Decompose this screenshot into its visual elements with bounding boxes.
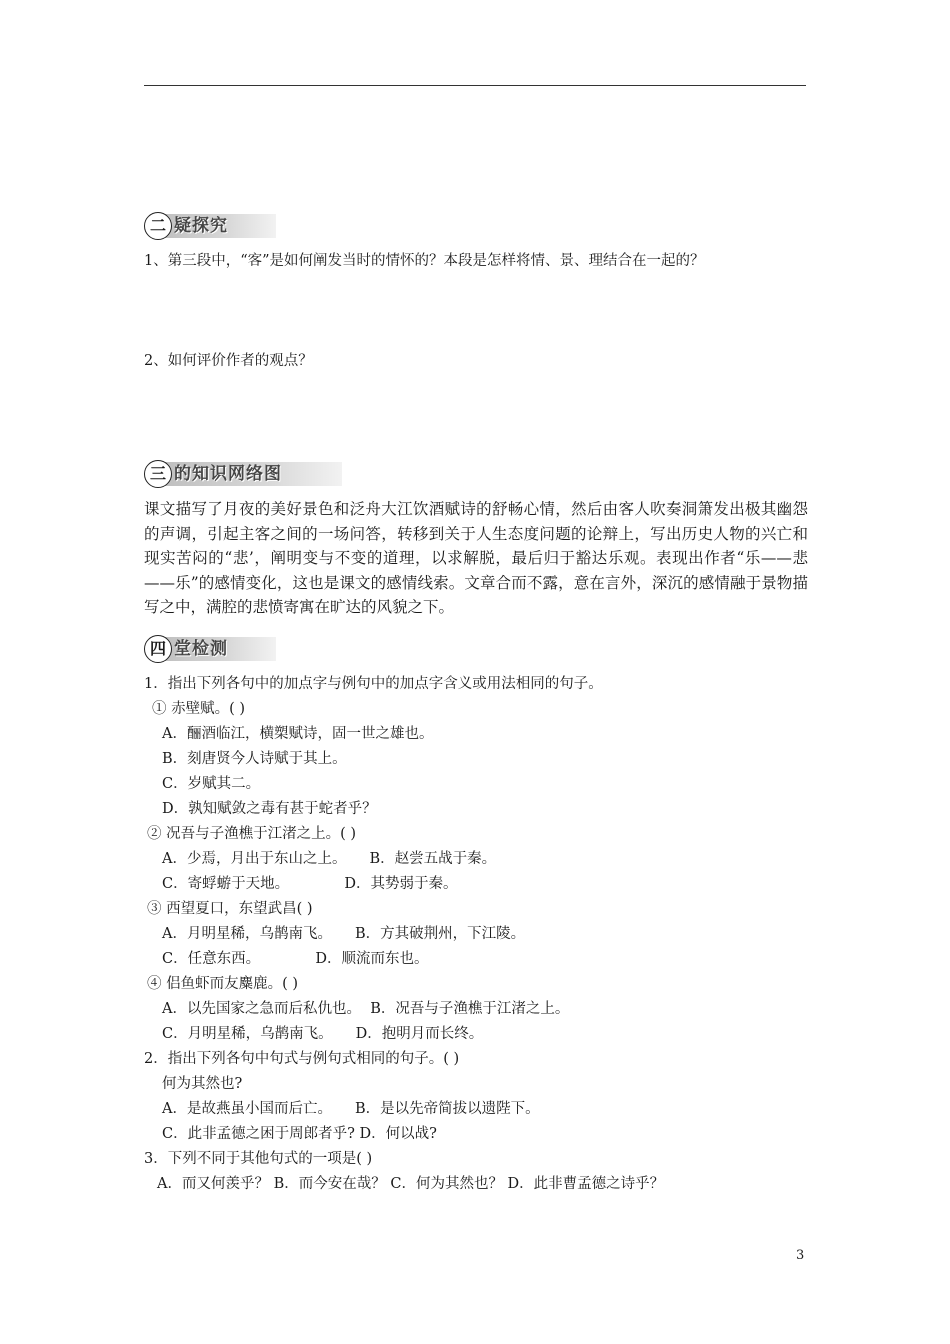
question-2: 2、如何评价作者的观点？: [144, 353, 313, 369]
exercise-line: ① 赤壁赋。( ): [152, 701, 246, 717]
exercise-line: C．此非孟德之困于周郎者乎? D．何以战?: [162, 1126, 437, 1142]
exercise-line: A．月明星稀，乌鹊南飞。 B．方其破荆州，下江陵。: [162, 926, 526, 942]
exercise-line: A．少焉，月出于东山之上。 B．赵尝五战于秦。: [162, 851, 497, 867]
exercise-line: C．寄蜉蝣于天地。 D．其势弱于秦。: [162, 876, 458, 892]
header-rule: [144, 85, 806, 86]
exercise-line: C．月明星稀，乌鹊南飞。 D．抱明月而长终。: [162, 1026, 484, 1042]
exercise-line: ② 况吾与子渔樵于江渚之上。( ): [147, 826, 357, 842]
section-title: 堂检测: [156, 637, 276, 661]
exercise-line: ④ 侣鱼虾而友麋鹿。( ): [147, 976, 299, 992]
exercise-line: A．酾酒临江，横槊赋诗，固一世之雄也。: [162, 726, 434, 742]
section-number-badge: 三: [144, 460, 172, 488]
exercise-line: C．任意东西。 D．顺流而东也。: [162, 951, 429, 967]
summary-paragraph: 课文描写了月夜的美好景色和泛舟大江饮酒赋诗的舒畅心情，然后由客人吹奏洞箫发出极其幽怨的声调，引起主客之间的一场问答，转移到关于人生态度问题的论辩上，写出历史人物的兴亡和现实苦闷的“悲’，阐明变与不变的道理，以求解脱，最后归于豁达乐观。表现出作者“乐——悲——乐”的感情变化，这也是课文的感情线索。文章合而不露，意在言外，深沉的感情融于景物描写之中，满腔的悲愤寄寓在旷达的风貌之下。: [144, 500, 808, 616]
exercise-line: 2．指出下列各句中句式与例句式相同的句子。( ): [144, 1051, 460, 1067]
exercise-line: C．岁赋其二。: [162, 776, 261, 792]
section-number-badge: 二: [144, 212, 172, 240]
exercise-line: 1．指出下列各句中的加点字与例句中的加点字含义或用法相同的句子。: [144, 676, 603, 692]
exercise-line: B．刻唐贤今人诗赋于其上。: [162, 751, 347, 767]
exercise-line: D．孰知赋敛之毒有甚于蛇者乎？: [162, 801, 377, 817]
exercise-line: A．以先国家之急而后私仇也。 B．况吾与子渔樵于江渚之上。: [162, 1001, 570, 1017]
exercise-line: 3．下列不同于其他句式的一项是( ): [144, 1151, 373, 1167]
exercise-line: A．是故燕虽小国而后亡。 B．是以先帝简拔以遗陛下。: [162, 1101, 540, 1117]
exercise-line: ③ 西望夏口，东望武昌( ): [147, 901, 313, 917]
section-number-badge: 四: [144, 635, 172, 663]
page-number: 3: [796, 1248, 805, 1263]
section-title: 的知识网络图: [156, 462, 342, 486]
exercise-line: A．而又何羡乎？ B．而今安在哉？ C．何为其然也？ D．此非曹孟德之诗乎？: [157, 1176, 665, 1192]
section-title: 疑探究: [156, 214, 276, 238]
question-1: 1、第三段中，“客”是如何阐发当时的情怀的？本段是怎样将情、景、理结合在一起的？: [144, 253, 705, 269]
exercise-line: 何为其然也?: [162, 1076, 243, 1092]
